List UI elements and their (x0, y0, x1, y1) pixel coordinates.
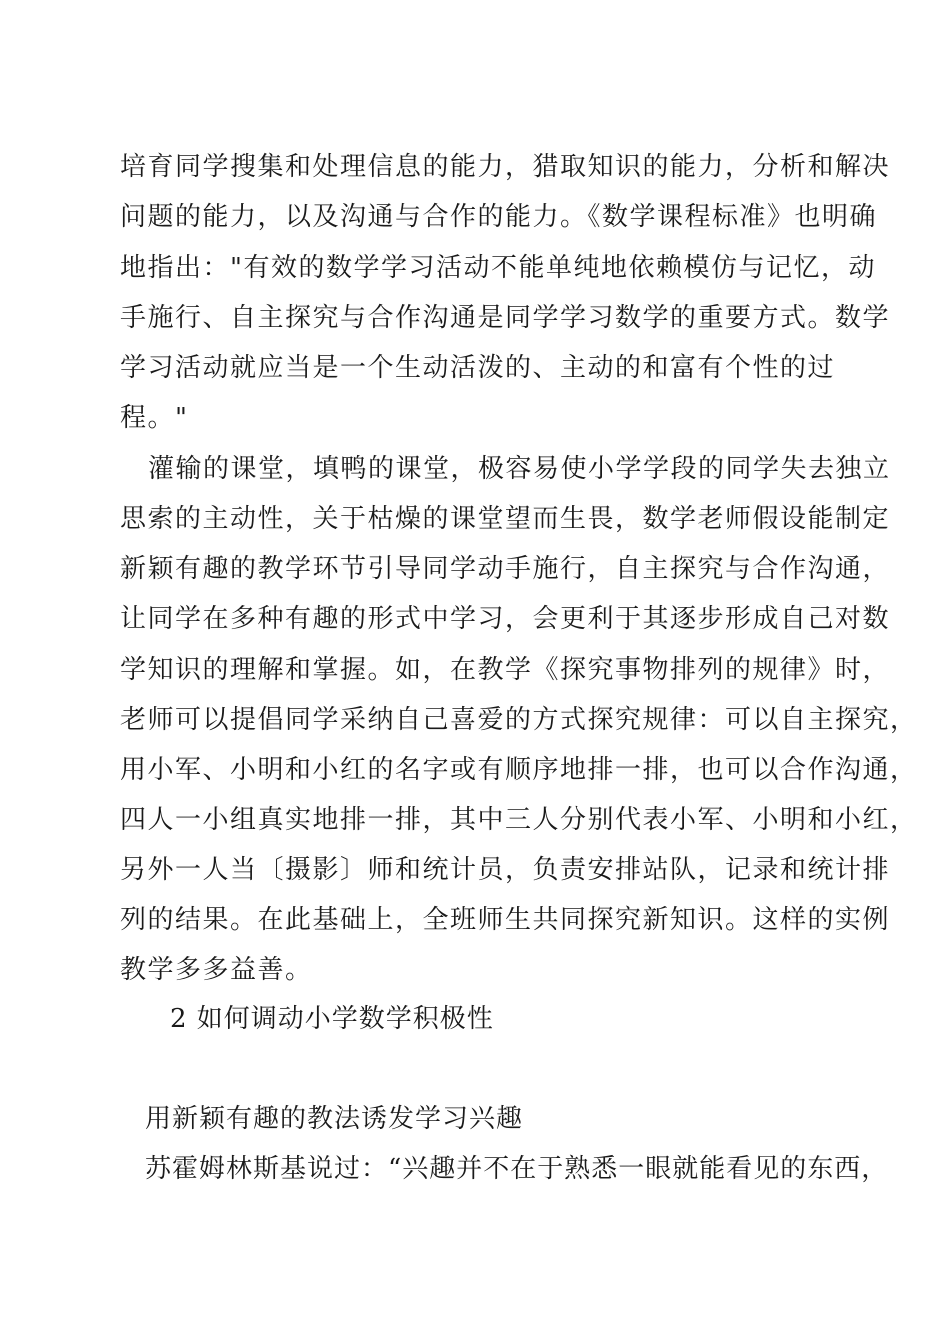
paragraph-2-line-6: 老师可以提倡同学采纳自己喜爱的方式探究规律：可以自主探究， (120, 705, 918, 735)
paragraph-2-line-10: 列的结果。在此基础上，全班师生共同探究新知识。这样的实例 (120, 905, 891, 935)
paragraph-2-line-5: 学知识的理解和掌握。如，在教学《探究事物排列的规律》时， (120, 655, 891, 685)
paragraph-1-line-2: 问题的能力，以及沟通与合作的能力。《数学课程标准》也明确 (120, 202, 878, 232)
paragraph-1-line-6: 程。" (120, 403, 189, 433)
paragraph-2-line-1: 灌输的课堂，填鸭的课堂，极容易使小学学段的同学失去独立 (148, 454, 891, 484)
paragraph-2-line-3: 新颖有趣的教学环节引导同学动手施行，自主探究与合作沟通， (120, 554, 891, 584)
paragraph-2-line-7: 用小军、小明和小红的名字或有顺序地排一排，也可以合作沟通， (120, 755, 918, 785)
paragraph-1-line-3: 地指出："有效的数学学习活动不能单纯地依赖模仿与记忆，动 (120, 253, 876, 283)
paragraph-1-line-5: 学习活动就应当是一个生动活泼的、主动的和富有个性的过 (120, 353, 836, 383)
paragraph-2-line-9: 另外一人当〔摄影〕师和统计员，负责安排站队，记录和统计排 (120, 855, 891, 885)
paragraph-2-line-2: 思索的主动性，关于枯燥的课堂望而生畏，数学老师假设能制定 (120, 504, 891, 534)
paragraph-1-line-1: 培育同学搜集和处理信息的能力，猎取知识的能力，分析和解决 (120, 152, 891, 182)
paragraph-2-line-4: 让同学在多种有趣的形式中学习，会更利于其逐步形成自己对数 (120, 604, 891, 634)
paragraph-2-line-8: 四人一小组真实地排一排，其中三人分别代表小军、小明和小红， (120, 805, 918, 835)
subheading: 用新颖有趣的教法诱发学习兴趣 (145, 1104, 524, 1134)
paragraph-1-line-4: 手施行、自主探究与合作沟通是同学学习数学的重要方式。数学 (120, 303, 891, 333)
paragraph-3-line-1: 苏霍姆林斯基说过：“兴趣并不在于熟悉一眼就能看见的东西， (145, 1154, 889, 1184)
paragraph-2-line-11: 教学多多益善。 (120, 955, 313, 985)
section-heading: 2 如何调动小学数学积极性 (170, 1004, 494, 1034)
